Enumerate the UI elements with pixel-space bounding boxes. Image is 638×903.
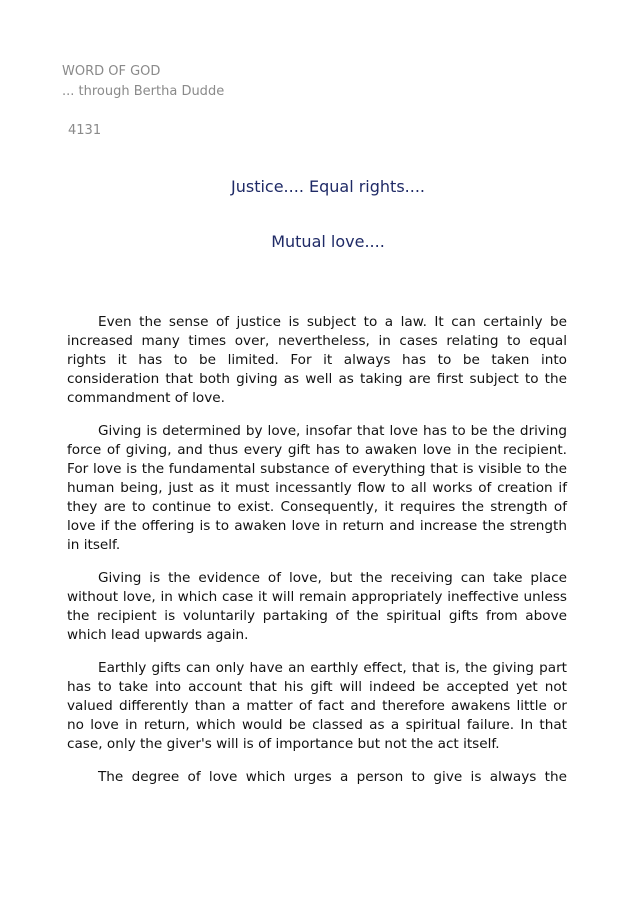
paragraph: Even the sense of justice is subject to a law. It can certainly be increased many times over, nevertheless, in cases relating to equal rights it has to be limited. For it always has to be taken into consideration that both giving as well as taking are first subject to the commandment of love. [67, 314, 567, 406]
paragraph: Giving is determined by love, insofar that love has to be the driving force of giving, and thus every gift has to awaken love in the recipient. For love is the fundamental substance of everything that is visible to the human being, just as it must incessantly flow to all works of creation if they are to continue to exist. Consequently, it requires the strength of love if the offering is to awaken love in return and increase the strength in itself. [67, 423, 567, 553]
header-title: WORD OF GOD [62, 64, 161, 79]
paragraph: The degree of love which urges a person to give is always the [98, 769, 567, 785]
header-subtitle: ... through Bertha Dudde [62, 84, 225, 99]
paragraph: Giving is the evidence of love, but the receiving can take place without love, in which case it will remain appropriately ineffective unless the recipient is voluntarily partaking of the spiritual gifts from above which lead upwards again. [67, 570, 567, 643]
document-number: 4131 [68, 123, 102, 138]
page-header [62, 62, 224, 102]
document-title: Justice.... Equal rights.... [231, 177, 425, 196]
document-subtitle: Mutual love.... [271, 232, 385, 251]
paragraph: Earthly gifts can only have an earthly effect, that is, the giving part has to take into account that his gift will indeed be accepted yet not valued differently than a matter of fact and therefore awakens little or no love in return, which would be classed as a spiritual failure. In that case, only the giver's will is of importance but not the act itself. [67, 660, 567, 752]
document-body [67, 313, 567, 801]
